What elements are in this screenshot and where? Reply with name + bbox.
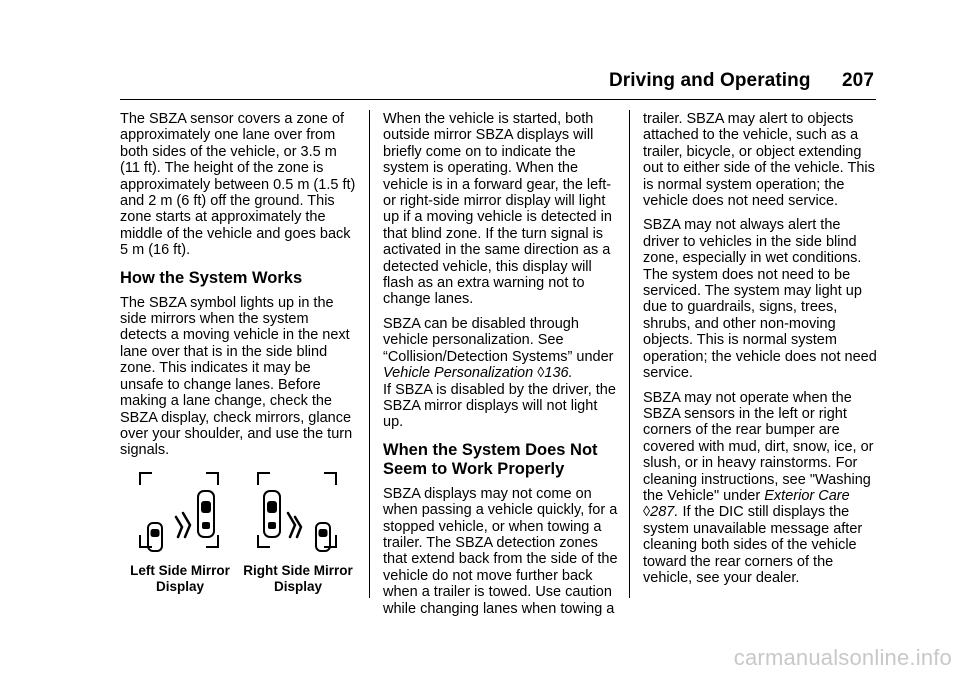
right-mirror-vehicle-icon [264,491,280,537]
column-divider [629,110,630,598]
paragraph: trailer. SBZA may alert to objects attached to the vehicle, such as a trailer, bicycle, or object extending out to either side of the vehicle. This is normal system operation; the vehicle does not need service. [643,111,875,210]
right-mirror-caption: Right Side Mirror Display [243,562,353,595]
paragraph: If SBZA is disabled by the driver, the SBZA mirror displays will not light up. [383,381,616,431]
right-mirror-warning-waves-icon [288,513,301,537]
page-reference-number[interactable]: 136. [544,365,573,382]
section-title: Driving and Operating [608,70,811,91]
sbza-mirror-figure [120,465,358,605]
column-divider [369,110,370,598]
page-number: 207 [841,70,874,91]
left-mirror-vehicle-icon [198,491,214,537]
paragraph [383,316,619,382]
paragraph [643,390,879,587]
page-header [609,70,874,92]
header-rule [120,99,876,100]
paragraph-text: If the DIC still displays the system unavailable message after cleaning both sides of the vehicle toward the rear corners of the vehicle, see your dealer. [643,504,863,586]
paragraph-text: SBZA can be disabled through vehicle personalization. See “Collision/Detection Systems” under [383,315,614,365]
section-heading: When the System Does Not Seem to Work Properly [383,440,598,478]
page-reference-arrow-icon: ◊ [537,365,545,382]
column-2 [383,111,619,625]
paragraph: The SBZA sensor covers a zone of approximately one lane over from both sides of the vehicle, or 3.5 m (11 ft). The height of the zone is approximately between 0.5 m (1.5 ft) and 2 m (6 ft) off the ground. This zone starts at approximately the middle of the vehicle and goes back 5 m (16 ft). [120,111,356,259]
paragraph: SBZA displays may not come on when passing a vehicle quickly, for a stopped vehicle, or when towing a trailer. The SBZA detection zones that extend back from the side of the vehicle do not move further back when a trailer is towed. Use caution while changing lanes when towing a [383,485,618,617]
left-mirror-warning-waves-icon [176,513,190,537]
section-heading: How the System Works [120,268,303,287]
column-3 [643,111,879,594]
watermark-text: carmanualsonline.info [733,645,952,670]
sbza-mirror-icons [120,465,358,565]
paragraph-text: SBZA may not operate when the SBZA sensors in the left or right corners of the rear bumper are covered with mud, dirt, snow, ice, or slush, or in heavy rainstorms. For cleaning instructions, see "Washing the Vehicle" under [643,389,874,504]
page-reference-arrow-icon: ◊ [643,504,651,521]
left-mirror-caption: Left Side Mirror Display [130,562,230,595]
page-reference-number[interactable]: 287. [650,504,679,521]
column-1 [120,111,358,605]
paragraph: SBZA may not always alert the driver to vehicles in the side blind zone, especially in wet conditions. The system does not need to be serviced. The system may light up due to guardrails, signs, trees, shrubs, and other non-moving objects. This is normal system operation; the vehicle does not need service. [643,217,877,382]
paragraph: The SBZA symbol lights up in the side mirrors when the system detects a moving vehicle in the next lane over that is in the side blind zone. This indicates it may be unsafe to change lanes. Before making a lane change, check the SBZA display, check mirrors, glance over your shoulder, and use the turn signals. [120,294,353,459]
paragraph: When the vehicle is started, both outside mirror SBZA displays will briefly come on to indicate the system is operating. When the vehicle is in a forward gear, the left- or right-side mirror display will light up if a moving vehicle is detected in that blind zone. If the turn signal is activated in the same direction as a detected vehicle, this display will flash as an extra warning not to change lanes. [383,111,612,308]
cross-reference-link[interactable]: Exterior Care [764,487,850,504]
cross-reference-link[interactable]: Vehicle Personalization [383,365,534,382]
